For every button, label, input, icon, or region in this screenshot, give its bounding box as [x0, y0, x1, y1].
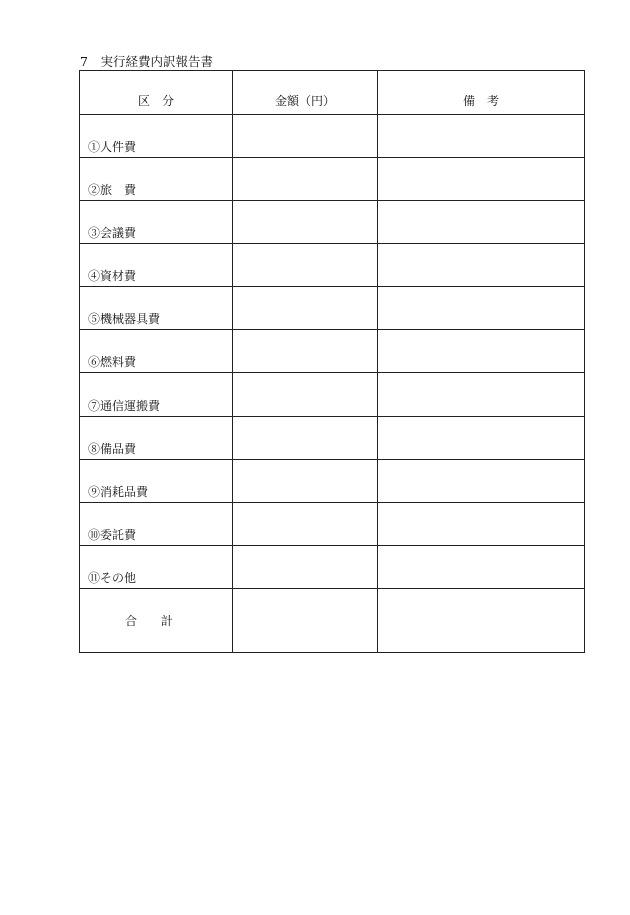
category-cell: ①人件費 — [80, 115, 233, 158]
category-cell: ⑩委託費 — [80, 502, 233, 545]
table-row — [80, 502, 585, 545]
total-notes-cell[interactable] — [378, 588, 585, 652]
amount-cell[interactable] — [233, 115, 378, 158]
notes-cell[interactable] — [378, 459, 585, 502]
amount-cell[interactable] — [233, 502, 378, 545]
amount-cell[interactable] — [233, 158, 378, 201]
table-row — [80, 158, 585, 201]
header-category: 区 分 — [80, 71, 233, 115]
category-cell: ⑪その他 — [80, 545, 233, 588]
total-row — [80, 588, 585, 652]
table-row — [80, 545, 585, 588]
total-label: 合 計 — [80, 588, 233, 652]
table-row — [80, 115, 585, 158]
table-row — [80, 459, 585, 502]
amount-cell[interactable] — [233, 330, 378, 373]
amount-cell[interactable] — [233, 373, 378, 416]
table-row — [80, 330, 585, 373]
amount-cell[interactable] — [233, 545, 378, 588]
notes-cell[interactable] — [378, 545, 585, 588]
notes-cell[interactable] — [378, 330, 585, 373]
table-row — [80, 287, 585, 330]
notes-cell[interactable] — [378, 201, 585, 244]
notes-cell[interactable] — [378, 244, 585, 287]
amount-cell[interactable] — [233, 201, 378, 244]
table-row — [80, 416, 585, 459]
expense-report-table — [79, 70, 585, 653]
notes-cell[interactable] — [378, 502, 585, 545]
header-notes: 備 考 — [378, 71, 585, 115]
notes-cell[interactable] — [378, 115, 585, 158]
table-row — [80, 244, 585, 287]
category-cell: ③会議費 — [80, 201, 233, 244]
amount-cell[interactable] — [233, 416, 378, 459]
category-cell: ②旅 費 — [80, 158, 233, 201]
notes-cell[interactable] — [378, 287, 585, 330]
category-cell: ⑧備品費 — [80, 416, 233, 459]
header-amount: 金額（円） — [233, 71, 378, 115]
category-cell: ④資材費 — [80, 244, 233, 287]
category-cell: ⑨消耗品費 — [80, 459, 233, 502]
table-row — [80, 201, 585, 244]
amount-cell[interactable] — [233, 244, 378, 287]
category-cell: ⑦通信運搬費 — [80, 373, 233, 416]
table-row — [80, 373, 585, 416]
category-cell: ⑤機械器具費 — [80, 287, 233, 330]
total-amount-cell[interactable] — [233, 588, 378, 652]
amount-cell[interactable] — [233, 287, 378, 330]
page-title: 7 実行経費内訳報告書 — [80, 54, 213, 69]
category-cell: ⑥燃料費 — [80, 330, 233, 373]
notes-cell[interactable] — [378, 416, 585, 459]
notes-cell[interactable] — [378, 158, 585, 201]
amount-cell[interactable] — [233, 459, 378, 502]
notes-cell[interactable] — [378, 373, 585, 416]
table-header-row — [80, 71, 585, 115]
